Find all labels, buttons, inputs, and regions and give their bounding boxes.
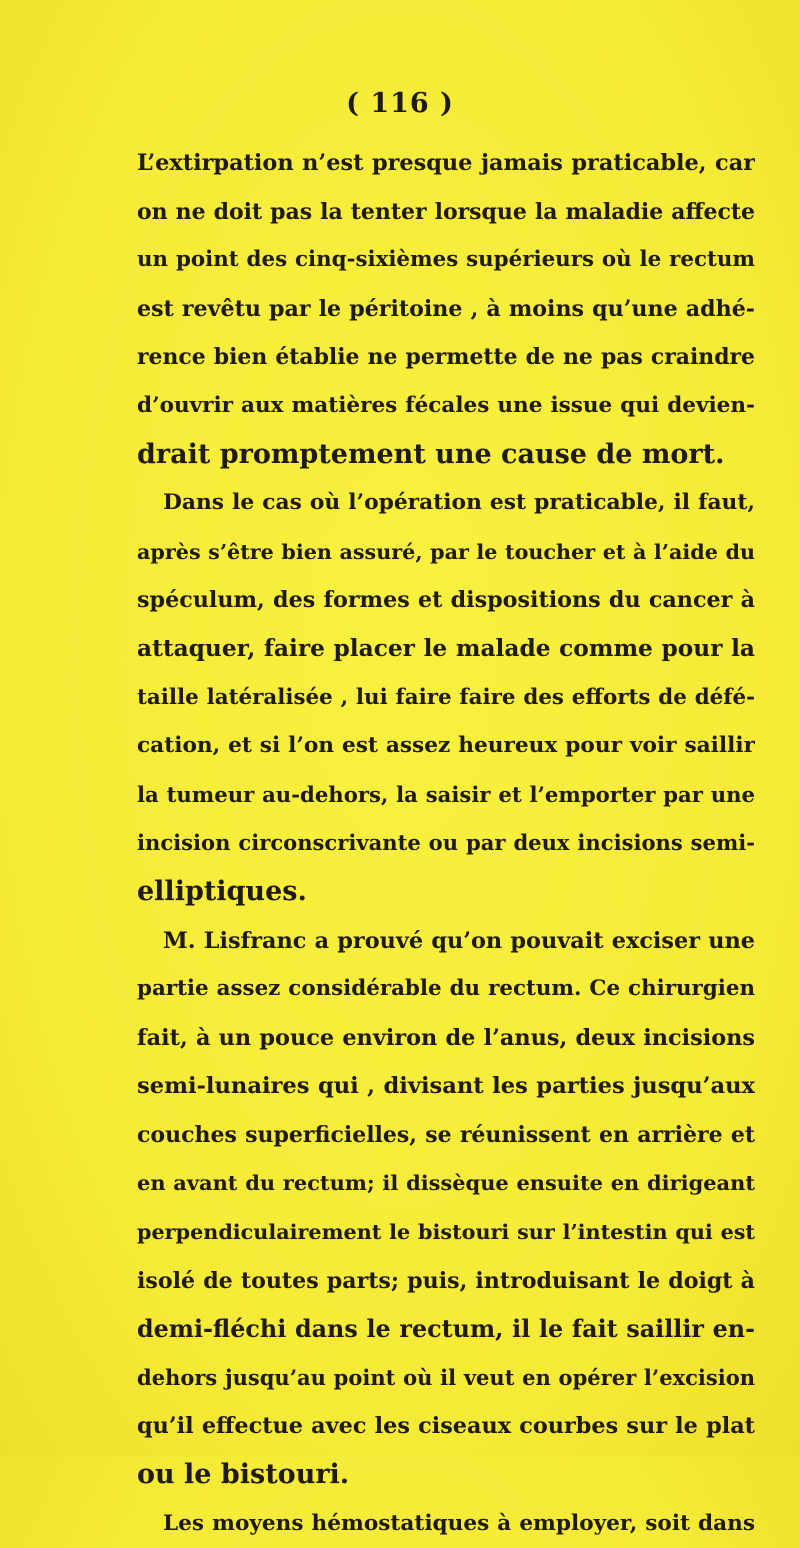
- body-text: [137, 139, 755, 1548]
- text-line: fait, à un pouce environ de l’anus, deux incisions: [137, 1024, 755, 1051]
- text-line: semi-lunaires qui , divisant les parties jusqu’aux: [137, 1073, 755, 1100]
- text-line: partie assez considérable du rectum. Ce chirurgien: [137, 976, 755, 1002]
- paragraph: [137, 139, 755, 479]
- text-line: ou le bistouri.: [137, 1459, 350, 1491]
- text-line: qu’il effectue avec les ciseaux courbes sur le plat: [137, 1413, 755, 1440]
- text-line: Dans le cas où l’opération est praticable, il faut,: [163, 490, 755, 516]
- text-line: demi-fléchi dans le rectum, il le fait saillir en-: [137, 1315, 755, 1344]
- text-line: d’ouvrir aux matières fécales une issue qui devien-: [137, 392, 755, 418]
- text-line: rence bien établie ne permette de ne pas craindre: [137, 344, 755, 371]
- text-line: cation, et si l’on est assez heureux pour voir saillir: [137, 733, 755, 759]
- text-line: isolé de toutes parts; puis, introduisant le doigt à: [137, 1267, 755, 1294]
- paragraph: [137, 917, 755, 1500]
- paragraph: [137, 479, 755, 916]
- text-line: M. Lisfranc a prouvé qu’on pouvait exciser une: [163, 927, 755, 954]
- text-line: attaquer, faire placer le malade comme pour la: [137, 634, 755, 662]
- text-line: L’extirpation n’est presque jamais praticable, car: [137, 150, 755, 176]
- text-line: on ne doit pas la tenter lorsque la maladie affecte: [137, 198, 755, 225]
- text-line: en avant du rectum; il dissèque ensuite en dirigeant: [137, 1170, 755, 1196]
- text-line: est revêtu par le péritoine , à moins qu’une adhé-: [137, 295, 755, 322]
- text-line: couches superficielles, se réunissent en arrière et: [137, 1121, 755, 1148]
- text-line: taille latéralisée , lui faire faire des efforts de défé-: [137, 684, 755, 710]
- text-line: après s’être bien assuré, par le toucher et à l’aide du: [137, 539, 755, 564]
- page-number: ( 116 ): [346, 88, 454, 119]
- text-line: spéculum, des formes et dispositions du cancer à: [137, 587, 755, 614]
- text-line: perpendiculairement le bistouri sur l’intestin qui est: [137, 1220, 755, 1245]
- text-line: un point des cinq-sixièmes supérieurs où le rectum: [137, 247, 755, 273]
- text-line: Les moyens hémostatiques à employer, soit dans: [163, 1510, 755, 1536]
- paragraph: [137, 1500, 755, 1548]
- text-line: drait promptement une cause de mort.: [137, 438, 725, 470]
- text-line: dehors jusqu’au point où il veut en opérer l’excision: [137, 1364, 755, 1390]
- text-line: incision circonscrivante ou par deux incisions semi-: [137, 830, 755, 856]
- text-line: elliptiques.: [137, 875, 307, 907]
- text-line: la tumeur au-dehors, la saisir et l’emporter par une: [137, 781, 755, 807]
